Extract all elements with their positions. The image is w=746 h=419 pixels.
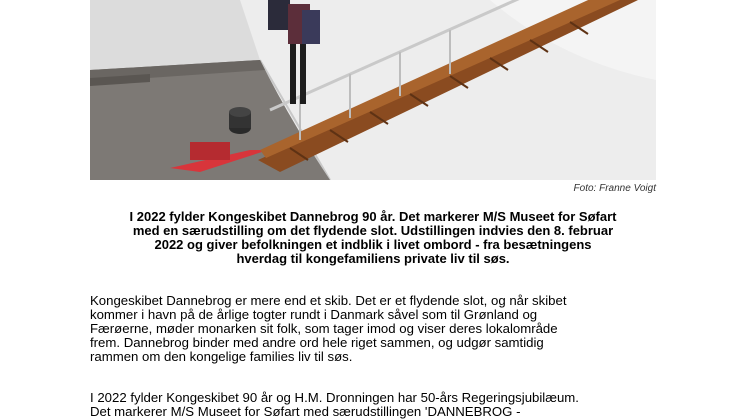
lead-line: med en særudstilling om det flydende slot. Udstillingen indvies den 8. februar <box>132 223 614 238</box>
ship-gangway-illustration <box>90 0 656 180</box>
lead-paragraph <box>90 210 656 266</box>
body-line: I 2022 fylder Kongeskibet 90 år og H.M. Dronningen har 50-års Regeringsjubilæum. <box>90 390 579 405</box>
lead-line: hverdag til kongefamiliens private liv til søs. <box>236 251 510 266</box>
body-line: rammen om den kongelige families liv til søs. <box>90 349 353 364</box>
body-line: kommer i havn på de årlige togter rundt i Danmark såvel som til Grønland og <box>90 307 538 322</box>
body-paragraph-2 <box>90 391 670 419</box>
article-photo <box>90 0 656 180</box>
photo-caption: Foto: Franne Voigt <box>573 183 656 194</box>
lead-line: 2022 og giver befolkningen et indblik i livet ombord - fra besætningens <box>154 237 592 252</box>
body-line: frem. Dannebrog binder med andre ord hele riget sammen, og udgør samtidig <box>90 335 544 350</box>
body-paragraph-1 <box>90 294 670 364</box>
body-line: Færøerne, møder monarken sit folk, som tager imod og viser deres lokalområde <box>90 321 558 336</box>
body-line: Det markerer M/S Museet for Søfart med særudstillingen 'DANNEBROG - <box>90 404 521 419</box>
lead-line: I 2022 fylder Kongeskibet Dannebrog 90 år. Det markerer M/S Museet for Søfart <box>129 209 617 224</box>
body-line: Kongeskibet Dannebrog er mere end et skib. Det er et flydende slot, og når skibet <box>90 293 567 308</box>
